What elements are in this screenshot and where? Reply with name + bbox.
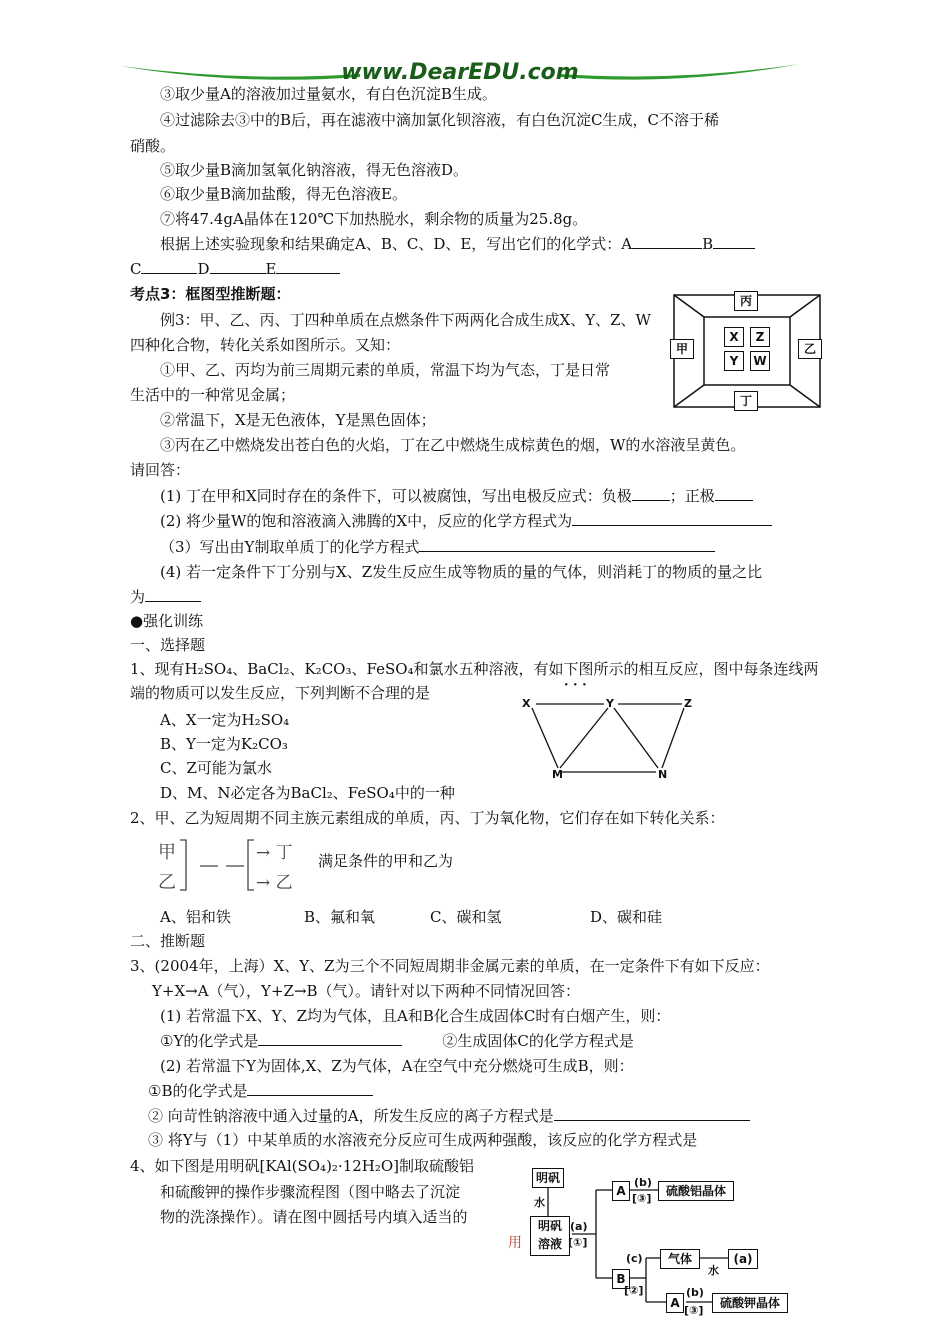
inference-q3-part1-ans: ①Y的化学式是 ②生成固体C的化学方程式是	[160, 1032, 634, 1050]
step-4: ④过滤除去③中的B后，再在滤液中滴加氯化钡溶液，有白色沉淀C生成，C不溶于稀	[160, 111, 719, 129]
inference-q3: 3、(2004年，上海）X、Y、Z为三个不同短周期非金属元素的单质，在一定条件下有如下反应：	[130, 957, 770, 975]
kp3-question-2: (2) 将少量W的饱和溶液滴入沸腾的X中，反应的化学方程式为	[160, 511, 772, 531]
option-2b[interactable]: B、氟和氧	[304, 908, 376, 926]
blank-positive[interactable]	[715, 486, 753, 501]
kp3-frame-diagram	[672, 293, 822, 409]
blank-b-formula[interactable]	[247, 1081, 373, 1096]
flow-step-c: (c)	[626, 1252, 643, 1265]
kp3-question-3: （3）写出由Y制取单质丁的化学方程式	[160, 537, 715, 557]
blank-ion-equation[interactable]	[554, 1106, 750, 1121]
example-3-line1: 例3：甲、乙、丙、丁四种单质在点燃条件下两两化合成生成X、Y、Z、W	[160, 311, 651, 329]
section-title-kp3: 考点3：框图型推断题：	[130, 285, 291, 303]
condition-1-cont: 生活中的一种常见金属；	[130, 386, 296, 404]
option-1b[interactable]: B、Y一定为K₂CO₃	[160, 735, 288, 753]
tri-node-y: Y	[606, 697, 614, 710]
blank-y-formula[interactable]	[258, 1031, 402, 1046]
training-title: ●强化训练	[130, 612, 204, 630]
condition-1: ①甲、乙、丙均为前三周期元素的单质，常温下均为气态，丁是日常	[160, 361, 611, 379]
flow-step-a: (a)	[570, 1220, 588, 1233]
conversion-scheme	[150, 836, 490, 896]
flow-node-a: A	[612, 1181, 630, 1201]
inference-q3-part2: (2) 若常温下Y为固体,X、Z为气体，A在空气中充分燃烧可生成B，则：	[160, 1057, 634, 1075]
flow-step-3-2: [③]	[684, 1304, 704, 1317]
inference-q4-cont1: 和硫酸钾的操作步骤流程图（图中略去了沉淀	[160, 1183, 461, 1201]
option-1c[interactable]: C、Z可能为氯水	[160, 759, 272, 777]
question-formulas: 根据上述实验现象和结果确定A、B、C、D、E，写出它们的化学式：A B	[160, 234, 755, 254]
node-ding: 丁	[734, 391, 758, 411]
scheme-jia: 甲	[158, 842, 176, 863]
option-1a[interactable]: A、X一定为H₂SO₄	[160, 711, 290, 729]
flow-node-b: B	[612, 1269, 630, 1289]
choice-q1: 1、现有H₂SO₄、BaCl₂、K₂CO₃、FeSO₄和氯水五种溶液，有如下图所示的相互反应，图中每条连线两	[130, 660, 819, 678]
tri-node-z: Z	[684, 697, 692, 710]
flow-gas: 气体	[660, 1249, 700, 1269]
blank-d[interactable]	[210, 259, 266, 274]
flow-alum-solution: 明矾 溶液	[530, 1216, 570, 1256]
node-z: Z	[750, 327, 770, 347]
tri-node-m: M	[552, 768, 563, 781]
inference-q3-part2-ion: ② 向苛性钠溶液中通入过量的A，所发生反应的离子方程式是	[148, 1106, 750, 1126]
flow-step-2: [②]	[624, 1284, 644, 1297]
node-w: W	[750, 351, 770, 371]
blank-ratio[interactable]	[145, 587, 201, 602]
option-2a[interactable]: A、铝和铁	[160, 908, 231, 926]
inference-q3-reactions: Y+X→A（气），Y+Z→B（气）。请针对以下两种不同情况回答：	[152, 982, 581, 1000]
scheme-yi: 乙	[158, 872, 176, 893]
section-choice: 一、选择题	[130, 636, 206, 654]
inference-q4-cont2: 物的洗涤操作）。请在图中圆括号内填入适当的	[160, 1208, 468, 1226]
flow-water: 水	[534, 1196, 545, 1209]
tri-node-n: N	[658, 768, 668, 781]
condition-3: ③丙在乙中燃烧发出苍白色的火焰，丁在乙中燃烧生成棕黄色的烟，W的水溶液呈黄色。	[160, 436, 746, 454]
emphasis-dots: · · ·	[564, 678, 587, 693]
site-logo[interactable]: www.DearEDU.com	[341, 60, 579, 85]
node-bing: 丙	[734, 291, 758, 311]
blank-equation-3[interactable]	[419, 537, 715, 552]
blank-b[interactable]	[713, 234, 755, 249]
flow-step-b: (b)	[634, 1176, 652, 1189]
flow-step-b-2: (b)	[686, 1286, 704, 1299]
step-6: ⑥取少量B滴加盐酸，得无色溶液E。	[160, 185, 407, 203]
flow-aluminum-sulfate: 硫酸铝晶体	[658, 1181, 734, 1201]
tri-node-x: X	[522, 697, 531, 710]
blank-c[interactable]	[141, 259, 197, 274]
flow-step-1: [①]	[568, 1236, 588, 1249]
alum-flow-diagram	[528, 1166, 798, 1324]
condition-2: ②常温下，X是无色液体，Y是黑色固体；	[160, 411, 436, 429]
blank-e[interactable]	[276, 259, 340, 274]
question-formulas-cont: C D E	[130, 259, 340, 279]
node-jia: 甲	[670, 339, 694, 359]
flow-node-a-2: A	[666, 1293, 684, 1313]
choice-q2: 2、甲、乙为短周期不同主族元素组成的单质，丙、丁为氧化物，它们存在如下转化关系：	[130, 809, 725, 827]
step-7: ⑦将47.4gA晶体在120℃下加热脱水，剩余物的质量为25.8g。	[160, 210, 588, 228]
inference-q4: 4、如下图是用明矾[KAl(SO₄)₂·12H₂O]制取硫酸铝	[130, 1157, 475, 1175]
example-3-line2: 四种化合物，转化关系如图所示。又知：	[130, 336, 401, 354]
node-y: Y	[724, 351, 744, 371]
inference-q3-part1: (1) 若常温下X、Y、Z均为气体，且A和B化合生成固体C时有白烟产生，则：	[160, 1007, 671, 1025]
step-4-cont: 硝酸。	[130, 137, 176, 155]
flow-water-2: 水	[708, 1264, 719, 1277]
option-1d[interactable]: D、M、N必定各为BaCl₂、FeSO₄中的一种	[160, 784, 455, 802]
option-2d[interactable]: D、碳和硅	[590, 908, 663, 926]
flow-alum: 明矾	[532, 1168, 564, 1188]
flow-step-3: [③]	[632, 1192, 652, 1205]
section-inference: 二、推断题	[130, 932, 206, 950]
flow-potassium-sulfate: 硫酸钾晶体	[712, 1293, 788, 1313]
please-answer: 请回答：	[130, 461, 191, 479]
choice-q1-cont: 端的物质可以发生反应，下列判断不合理的是	[130, 684, 431, 702]
inference-q4-cont3: 用	[508, 1235, 522, 1251]
node-x: X	[724, 327, 744, 347]
scheme-note: 满足条件的甲和乙为	[318, 852, 454, 870]
kp3-question-1: (1) 丁在甲和X同时存在的条件下，可以被腐蚀，写出电极反应式：负极 ；正极	[160, 486, 753, 506]
blank-equation-2[interactable]	[572, 511, 772, 526]
blank-a[interactable]	[632, 234, 702, 249]
node-yi: 乙	[798, 339, 822, 359]
option-2c[interactable]: C、碳和氢	[430, 908, 502, 926]
kp3-question-4-cont: 为	[130, 587, 201, 607]
flow-node-a-result: (a)	[728, 1249, 758, 1269]
inference-q3-part2-b: ①B的化学式是	[148, 1081, 373, 1101]
kp3-question-4: (4) 若一定条件下丁分别与X、Z发生反应生成等物质的量的气体，则消耗丁的物质的量之比	[160, 563, 763, 581]
blank-negative[interactable]	[632, 486, 670, 501]
step-5: ⑤取少量B滴加氢氧化钠溶液，得无色溶液D。	[160, 161, 469, 179]
scheme-to-yi: → 乙	[256, 873, 293, 893]
step-3: ③取少量A的溶液加过量氨水，有白色沉淀B生成。	[160, 85, 497, 103]
triangle-diagram	[518, 678, 698, 788]
inference-q3-part2-acid: ③ 将Y与（1）中某单质的水溶液充分反应可生成两种强酸，该反应的化学方程式是	[148, 1131, 698, 1149]
scheme-to-ding: → 丁	[256, 843, 293, 863]
